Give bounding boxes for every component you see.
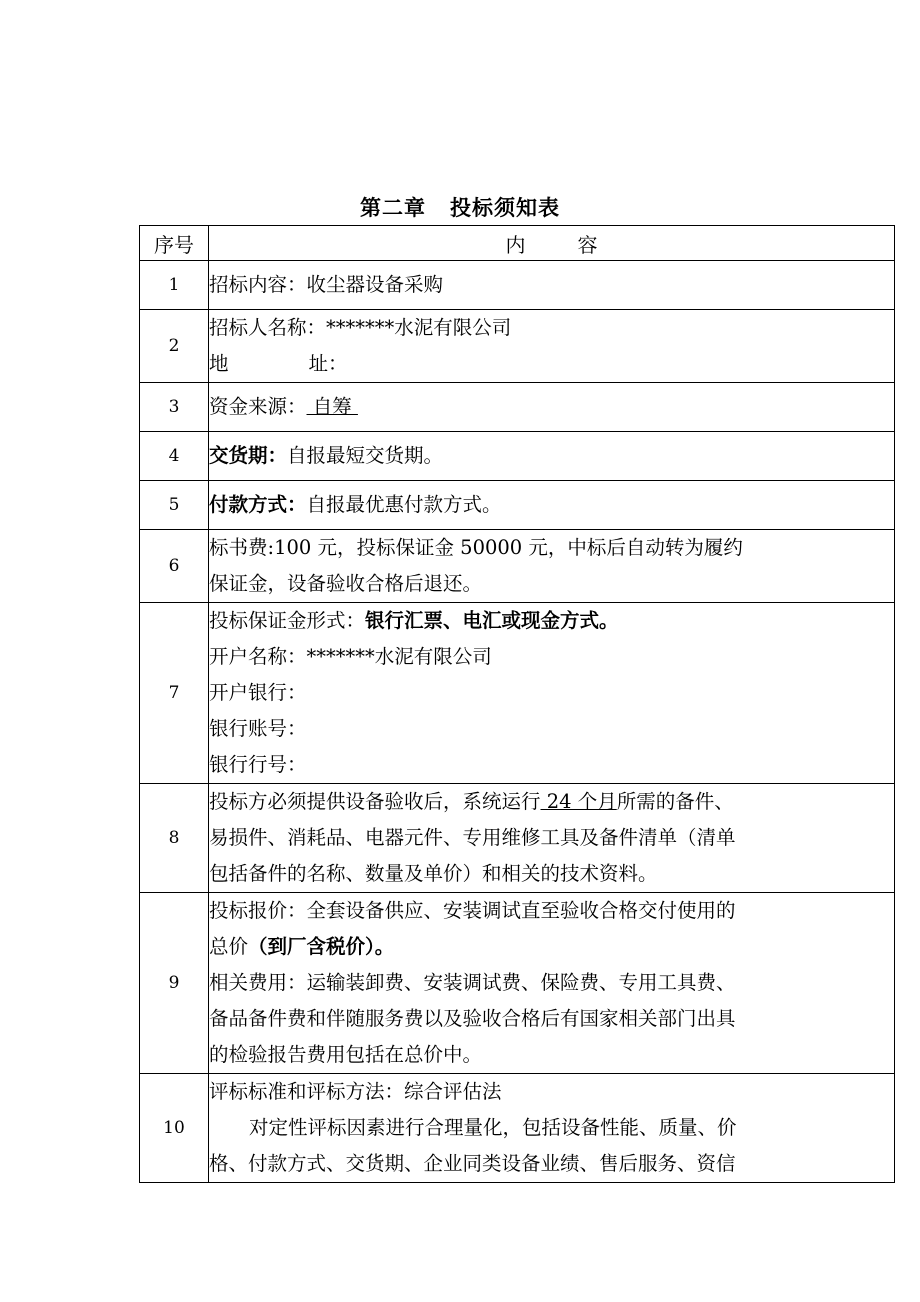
table-row <box>140 383 895 432</box>
row-content: 标书费:100 元，投标保证金 50000 元，中标后自动转为履约 保证金，设备验收合格后退还。 <box>209 530 895 603</box>
row-number: 3 <box>140 383 209 432</box>
row-number: 4 <box>140 432 209 481</box>
chapter-label: 第二章 <box>360 196 426 220</box>
row-number: 2 <box>140 310 209 383</box>
row-content: 投标报价：全套设备供应、安装调试直至验收合格交付使用的 总价（到厂含税价）。 相关费用：运输装卸费、安装调试费、保险费、专用工具费、 备品备件费和伴随服务费以及验收合格后有国家相关部门出具 的检验报告费用包括在总价中。 <box>209 893 895 1074</box>
page-title <box>0 194 920 222</box>
row-content: 评标标准和评标方法：综合评估法 对定性评标因素进行合理量化，包括设备性能、质量、价 格、付款方式、交货期、企业同类设备业绩、售后服务、资信 <box>209 1074 895 1183</box>
table-row <box>140 310 895 383</box>
row-content: 资金来源： 自筹 <box>209 383 895 432</box>
row-number: 10 <box>140 1074 209 1183</box>
row-number: 8 <box>140 784 209 893</box>
table-header-row <box>140 226 895 261</box>
bidding-notice-table <box>139 225 895 1183</box>
row-content: 投标方必须提供设备验收后，系统运行 24 个月所需的备件、 易损件、消耗品、电器元件、专用维修工具及备件清单（清单 包括备件的名称、数量及单价）和相关的技术资料。 <box>209 784 895 893</box>
table-row <box>140 603 895 784</box>
row-content: 付款方式：自报最优惠付款方式。 <box>209 481 895 530</box>
table-row <box>140 1074 895 1183</box>
table-row <box>140 432 895 481</box>
row-number: 6 <box>140 530 209 603</box>
table-row <box>140 784 895 893</box>
table-row <box>140 481 895 530</box>
spare-parts-period: 24 个月 <box>540 790 617 813</box>
table-row <box>140 530 895 603</box>
header-content: 内 容 <box>209 226 895 261</box>
row-content: 交货期：自报最短交货期。 <box>209 432 895 481</box>
row-number: 7 <box>140 603 209 784</box>
table-row <box>140 261 895 310</box>
row-content: 投标保证金形式：银行汇票、电汇或现金方式。 开户名称：*******水泥有限公司 开户银行： 银行账号： 银行行号： <box>209 603 895 784</box>
chapter-title: 投标须知表 <box>450 196 560 220</box>
row-content: 招标内容：收尘器设备采购 <box>209 261 895 310</box>
row-number: 5 <box>140 481 209 530</box>
table-row <box>140 893 895 1074</box>
row-content: 招标人名称：*******水泥有限公司 地 址： <box>209 310 895 383</box>
row-number: 1 <box>140 261 209 310</box>
header-seq: 序号 <box>140 226 209 261</box>
funding-source-value: 自筹 <box>306 395 358 418</box>
row-number: 9 <box>140 893 209 1074</box>
